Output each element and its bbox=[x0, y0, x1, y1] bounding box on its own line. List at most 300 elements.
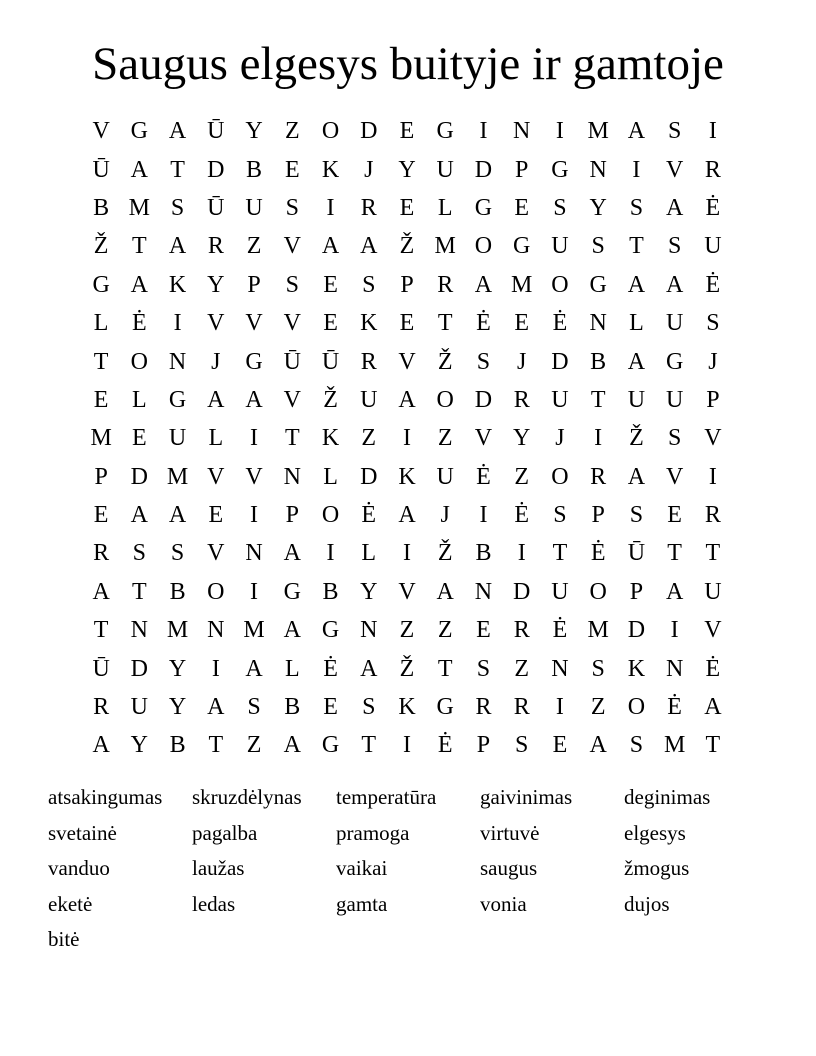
grid-letter: P bbox=[285, 502, 299, 529]
grid-letter: L bbox=[361, 540, 377, 567]
grid-row bbox=[82, 381, 732, 419]
grid-letter: Z bbox=[246, 233, 262, 260]
grid-letter: M bbox=[90, 425, 112, 452]
grid-letter: Ū bbox=[92, 156, 110, 183]
grid-letter: A bbox=[665, 194, 684, 221]
grid-letter: Ū bbox=[92, 655, 110, 682]
grid-letter: S bbox=[553, 194, 567, 221]
grid-letter: N bbox=[474, 578, 493, 605]
grid-letter: Z bbox=[514, 655, 530, 682]
grid-letter: G bbox=[283, 578, 301, 605]
grid-letter: A bbox=[398, 502, 416, 529]
grid-letter: Ž bbox=[437, 348, 453, 375]
grid-letter: T bbox=[132, 578, 147, 605]
grid-letter: A bbox=[627, 463, 646, 490]
word-list-item: skruzdėlynas bbox=[192, 785, 302, 809]
grid-letter: S bbox=[629, 732, 644, 759]
grid-letter: V bbox=[245, 310, 263, 337]
grid-letter: L bbox=[284, 655, 300, 682]
grid-letter: O bbox=[551, 463, 569, 490]
grid-letter: V bbox=[92, 118, 110, 145]
grid-letter: G bbox=[130, 118, 149, 145]
grid-letter: Ū bbox=[627, 540, 646, 567]
grid-letter: Ž bbox=[399, 655, 415, 682]
grid-letter: M bbox=[128, 194, 151, 221]
grid-letter: V bbox=[398, 578, 416, 605]
grid-letter: G bbox=[321, 617, 340, 644]
grid-letter: U bbox=[665, 386, 684, 413]
grid-letter: T bbox=[667, 540, 682, 567]
grid-letter: V bbox=[207, 310, 225, 337]
grid-letter: E bbox=[514, 310, 530, 337]
grid-letter: U bbox=[245, 194, 263, 221]
grid-letter: D bbox=[130, 463, 149, 490]
grid-letter: S bbox=[285, 194, 299, 221]
grid-letter: M bbox=[166, 617, 189, 644]
grid-letter: E bbox=[667, 502, 682, 529]
grid-letter: O bbox=[474, 233, 493, 260]
grid-letter: P bbox=[629, 578, 644, 605]
grid-letter: Y bbox=[207, 271, 225, 298]
grid-letter: V bbox=[704, 425, 722, 452]
grid-letter: V bbox=[283, 310, 301, 337]
word-list-item: elgesys bbox=[624, 820, 686, 845]
grid-letter: O bbox=[321, 118, 340, 145]
grid-row bbox=[82, 150, 732, 188]
grid-letter: I bbox=[555, 694, 564, 721]
grid-letter: V bbox=[283, 386, 301, 413]
grid-letter: Z bbox=[399, 617, 415, 644]
grid-letter: K bbox=[398, 694, 416, 721]
grid-letter: R bbox=[513, 386, 530, 413]
grid-letter: R bbox=[93, 694, 110, 721]
grid-letter: T bbox=[590, 386, 606, 413]
grid-letter: P bbox=[591, 502, 605, 529]
grid-letter: O bbox=[627, 694, 646, 721]
grid-letter: Ž bbox=[437, 540, 453, 567]
grid-letter: A bbox=[283, 617, 301, 644]
grid-letter: D bbox=[360, 463, 378, 490]
grid-letter: T bbox=[552, 540, 568, 567]
grid-row bbox=[82, 611, 732, 649]
grid-letter: A bbox=[92, 578, 110, 605]
grid-letter: I bbox=[250, 578, 259, 605]
grid-letter: O bbox=[551, 271, 569, 298]
grid-row bbox=[82, 726, 732, 764]
grid-letter: G bbox=[92, 271, 110, 298]
grid-letter: A bbox=[436, 578, 454, 605]
grid-letter: M bbox=[434, 233, 456, 260]
grid-letter: R bbox=[360, 194, 377, 221]
grid-letter: Ž bbox=[93, 233, 109, 260]
grid-letter: A bbox=[168, 118, 187, 145]
grid-row bbox=[82, 458, 732, 496]
grid-row bbox=[82, 573, 732, 611]
grid-letter: V bbox=[665, 463, 684, 490]
grid-letter: O bbox=[321, 502, 340, 529]
grid-letter: Ė bbox=[476, 463, 491, 490]
grid-letter: G bbox=[551, 156, 569, 183]
grid-letter: E bbox=[514, 194, 530, 221]
grid-letter: G bbox=[321, 732, 340, 759]
grid-letter: N bbox=[589, 310, 607, 337]
grid-letter: T bbox=[93, 617, 109, 644]
grid-letter: U bbox=[551, 386, 569, 413]
grid-letter: R bbox=[704, 502, 721, 529]
grid-letter: V bbox=[398, 348, 416, 375]
grid-letter: A bbox=[130, 502, 149, 529]
grid-letter: I bbox=[402, 732, 411, 759]
grid-letter: S bbox=[362, 694, 376, 721]
grid-letter: E bbox=[93, 502, 109, 529]
grid-letter: E bbox=[552, 732, 568, 759]
grid-letter: D bbox=[360, 118, 378, 145]
grid-letter: Ė bbox=[705, 194, 721, 221]
grid-letter: T bbox=[284, 425, 300, 452]
grid-letter: N bbox=[589, 156, 607, 183]
grid-letter: E bbox=[323, 694, 338, 721]
grid-letter: B bbox=[246, 156, 263, 183]
grid-letter: J bbox=[364, 156, 374, 183]
grid-letter: A bbox=[474, 271, 493, 298]
grid-row bbox=[82, 688, 732, 726]
grid-row bbox=[82, 227, 732, 265]
grid-letter: A bbox=[589, 732, 607, 759]
word-list-item: pagalba bbox=[192, 820, 258, 845]
grid-letter: R bbox=[704, 156, 721, 183]
word-list-item: pramoga bbox=[336, 820, 410, 845]
grid-letter: Ė bbox=[514, 502, 530, 529]
grid-letter: U bbox=[551, 578, 569, 605]
grid-row bbox=[82, 266, 732, 304]
grid-letter: D bbox=[474, 156, 493, 183]
grid-letter: E bbox=[93, 386, 109, 413]
grid-letter: S bbox=[515, 732, 529, 759]
grid-letter: Y bbox=[513, 425, 531, 452]
grid-letter: P bbox=[476, 732, 491, 759]
word-list-item: bitė bbox=[48, 927, 80, 952]
grid-letter: J bbox=[517, 348, 527, 375]
grid-letter: U bbox=[665, 310, 684, 337]
grid-letter: A bbox=[627, 348, 646, 375]
grid-letter: Ė bbox=[437, 732, 453, 759]
grid-letter: G bbox=[436, 694, 454, 721]
grid-letter: S bbox=[362, 271, 376, 298]
grid-row bbox=[82, 189, 732, 227]
grid-letter: Y bbox=[130, 732, 149, 759]
grid-letter: A bbox=[360, 655, 378, 682]
grid-letter: T bbox=[170, 156, 185, 183]
grid-row bbox=[82, 649, 732, 687]
grid-letter: Z bbox=[437, 425, 453, 452]
grid-letter: V bbox=[207, 463, 225, 490]
word-search-grid bbox=[82, 112, 732, 765]
grid-letter: A bbox=[665, 578, 684, 605]
grid-letter: N bbox=[513, 118, 531, 145]
grid-letter: N bbox=[245, 540, 263, 567]
grid-letter: T bbox=[629, 233, 644, 260]
grid-letter: Y bbox=[168, 655, 187, 682]
grid-row bbox=[82, 496, 732, 534]
grid-letter: T bbox=[705, 540, 721, 567]
grid-letter: Ė bbox=[323, 655, 338, 682]
grid-letter: A bbox=[245, 386, 263, 413]
grid-letter: Ė bbox=[667, 694, 682, 721]
grid-letter: R bbox=[513, 694, 530, 721]
grid-letter: K bbox=[627, 655, 646, 682]
grid-letter: S bbox=[629, 502, 644, 529]
grid-letter: P bbox=[400, 271, 414, 298]
grid-letter: A bbox=[168, 502, 187, 529]
grid-letter: I bbox=[594, 425, 603, 452]
grid-letter: I bbox=[479, 502, 488, 529]
grid-letter: D bbox=[627, 617, 646, 644]
grid-letter: E bbox=[323, 310, 338, 337]
grid-row bbox=[82, 342, 732, 380]
grid-letter: N bbox=[207, 617, 225, 644]
grid-letter: E bbox=[323, 271, 338, 298]
grid-letter: Ū bbox=[207, 194, 225, 221]
word-list-item: vanduo bbox=[48, 856, 110, 881]
grid-letter: M bbox=[166, 463, 189, 490]
grid-letter: Y bbox=[398, 156, 416, 183]
grid-letter: Ė bbox=[552, 617, 568, 644]
word-list-item: saugus bbox=[480, 856, 538, 881]
grid-letter: A bbox=[360, 233, 378, 260]
grid-letter: J bbox=[555, 425, 565, 452]
grid-letter: S bbox=[629, 194, 644, 221]
grid-letter: M bbox=[587, 617, 609, 644]
grid-letter: U bbox=[627, 386, 646, 413]
grid-letter: B bbox=[475, 540, 492, 567]
grid-letter: T bbox=[132, 233, 147, 260]
grid-letter: Ž bbox=[629, 425, 644, 452]
grid-letter: I bbox=[402, 540, 411, 567]
grid-letter: V bbox=[474, 425, 493, 452]
grid-letter: K bbox=[321, 156, 340, 183]
grid-letter: P bbox=[247, 271, 261, 298]
grid-letter: S bbox=[667, 233, 682, 260]
grid-letter: B bbox=[590, 348, 607, 375]
grid-letter: O bbox=[130, 348, 149, 375]
grid-letter: I bbox=[326, 540, 335, 567]
grid-letter: J bbox=[440, 502, 450, 529]
grid-letter: T bbox=[705, 732, 721, 759]
grid-letter: K bbox=[360, 310, 378, 337]
grid-letter: V bbox=[207, 540, 225, 567]
grid-letter: V bbox=[665, 156, 684, 183]
grid-letter: K bbox=[321, 425, 340, 452]
grid-letter: U bbox=[704, 233, 722, 260]
word-list-item: gaivinimas bbox=[480, 785, 573, 809]
word-list bbox=[48, 781, 768, 959]
word-list-item: vonia bbox=[480, 891, 527, 916]
grid-letter: I bbox=[250, 502, 259, 529]
grid-letter: E bbox=[284, 156, 300, 183]
grid-letter: I bbox=[632, 156, 641, 183]
grid-letter: E bbox=[476, 617, 491, 644]
grid-letter: M bbox=[511, 271, 533, 298]
grid-letter: I bbox=[173, 310, 182, 337]
grid-letter: P bbox=[515, 156, 529, 183]
grid-letter: G bbox=[589, 271, 607, 298]
grid-letter: K bbox=[398, 463, 416, 490]
grid-row bbox=[82, 419, 732, 457]
grid-letter: R bbox=[513, 617, 530, 644]
grid-letter: P bbox=[94, 463, 108, 490]
grid-letter: S bbox=[170, 194, 185, 221]
grid-letter: A bbox=[207, 386, 225, 413]
word-list-item: gamta bbox=[336, 891, 388, 916]
grid-letter: L bbox=[323, 463, 338, 490]
grid-letter: I bbox=[402, 425, 411, 452]
grid-letter: B bbox=[169, 578, 186, 605]
word-list-item: eketė bbox=[48, 891, 93, 916]
grid-letter: S bbox=[285, 271, 299, 298]
grid-letter: S bbox=[476, 348, 491, 375]
word-list-item: deginimas bbox=[624, 785, 711, 809]
grid-letter: U bbox=[360, 386, 378, 413]
grid-letter: I bbox=[479, 118, 488, 145]
grid-letter: A bbox=[245, 655, 263, 682]
grid-letter: E bbox=[399, 194, 415, 221]
grid-letter: S bbox=[591, 233, 605, 260]
grid-letter: A bbox=[665, 271, 684, 298]
grid-letter: D bbox=[474, 386, 493, 413]
grid-letter: B bbox=[93, 194, 110, 221]
grid-letter: N bbox=[130, 617, 149, 644]
grid-letter: G bbox=[474, 194, 493, 221]
word-list-item: ledas bbox=[192, 891, 236, 916]
grid-letter: R bbox=[207, 233, 224, 260]
grid-letter: L bbox=[629, 310, 644, 337]
grid-letter: O bbox=[589, 578, 607, 605]
word-list-item: virtuvė bbox=[480, 820, 540, 845]
grid-letter: R bbox=[360, 348, 377, 375]
grid-letter: A bbox=[130, 156, 149, 183]
grid-letter: Ė bbox=[476, 310, 491, 337]
grid-letter: E bbox=[399, 310, 415, 337]
grid-letter: T bbox=[437, 655, 453, 682]
grid-letter: N bbox=[360, 617, 378, 644]
grid-letter: Y bbox=[168, 694, 187, 721]
grid-letter: Z bbox=[437, 617, 453, 644]
grid-letter: Z bbox=[361, 425, 377, 452]
grid-letter: Ū bbox=[283, 348, 301, 375]
grid-letter: L bbox=[208, 425, 224, 452]
grid-letter: D bbox=[207, 156, 225, 183]
grid-letter: N bbox=[665, 655, 684, 682]
grid-letter: S bbox=[247, 694, 261, 721]
grid-letter: M bbox=[243, 617, 265, 644]
grid-letter: T bbox=[93, 348, 109, 375]
grid-letter: R bbox=[437, 271, 454, 298]
grid-letter: S bbox=[476, 655, 491, 682]
grid-letter: D bbox=[130, 655, 149, 682]
grid-letter: Z bbox=[246, 732, 262, 759]
grid-letter: U bbox=[168, 425, 187, 452]
grid-letter: A bbox=[283, 540, 301, 567]
grid-letter: A bbox=[704, 694, 722, 721]
grid-letter: G bbox=[168, 386, 187, 413]
grid-letter: Ū bbox=[321, 348, 340, 375]
grid-letter: Ė bbox=[590, 540, 606, 567]
grid-letter: L bbox=[132, 386, 147, 413]
grid-letter: L bbox=[93, 310, 109, 337]
word-list-item: atsakingumas bbox=[48, 785, 163, 809]
grid-letter: D bbox=[551, 348, 569, 375]
grid-letter: M bbox=[587, 118, 609, 145]
grid-letter: Ė bbox=[705, 655, 721, 682]
grid-letter: A bbox=[92, 732, 110, 759]
grid-letter: P bbox=[706, 386, 720, 413]
grid-letter: T bbox=[437, 310, 453, 337]
grid-letter: B bbox=[284, 694, 301, 721]
grid-letter: Y bbox=[245, 118, 263, 145]
grid-letter: U bbox=[436, 156, 454, 183]
grid-letter: S bbox=[667, 118, 682, 145]
grid-letter: O bbox=[207, 578, 225, 605]
grid-letter: Ė bbox=[552, 310, 568, 337]
grid-letter: Ū bbox=[207, 118, 225, 145]
grid-letter: N bbox=[283, 463, 301, 490]
grid-letter: I bbox=[250, 425, 259, 452]
grid-letter: U bbox=[130, 694, 149, 721]
grid-letter: A bbox=[321, 233, 340, 260]
grid-letter: G bbox=[513, 233, 531, 260]
grid-letter: E bbox=[399, 118, 415, 145]
grid-letter: I bbox=[555, 118, 564, 145]
grid-letter: S bbox=[667, 425, 682, 452]
grid-letter: J bbox=[211, 348, 221, 375]
grid-letter: T bbox=[361, 732, 377, 759]
word-list-item: svetainė bbox=[48, 820, 117, 845]
grid-letter: B bbox=[322, 578, 339, 605]
grid-letter: R bbox=[475, 694, 492, 721]
grid-letter: Ž bbox=[323, 386, 338, 413]
grid-letter: A bbox=[207, 694, 225, 721]
grid-letter: I bbox=[211, 655, 220, 682]
grid-letter: M bbox=[663, 732, 686, 759]
grid-letter: G bbox=[245, 348, 263, 375]
grid-letter: A bbox=[168, 233, 187, 260]
grid-letter: S bbox=[553, 502, 567, 529]
grid-letter: Ž bbox=[399, 233, 415, 260]
grid-letter: D bbox=[513, 578, 531, 605]
grid-row bbox=[82, 534, 732, 572]
word-list-item: žmogus bbox=[624, 856, 690, 881]
grid-letter: I bbox=[708, 118, 717, 145]
grid-letter: G bbox=[665, 348, 684, 375]
grid-letter: Z bbox=[590, 694, 606, 721]
grid-letter: Ė bbox=[705, 271, 721, 298]
grid-letter: E bbox=[132, 425, 147, 452]
grid-row bbox=[82, 304, 732, 342]
grid-row bbox=[82, 112, 732, 150]
grid-letter: S bbox=[170, 540, 185, 567]
grid-letter: I bbox=[517, 540, 526, 567]
word-list-item: temperatūra bbox=[336, 785, 437, 809]
grid-letter: Z bbox=[284, 118, 300, 145]
grid-letter: K bbox=[168, 271, 187, 298]
word-list-item: dujos bbox=[624, 891, 670, 916]
grid-letter: U bbox=[704, 578, 722, 605]
grid-letter: O bbox=[436, 386, 454, 413]
grid-letter: V bbox=[283, 233, 301, 260]
grid-letter: A bbox=[627, 271, 646, 298]
grid-letter: Ė bbox=[361, 502, 377, 529]
grid-letter: V bbox=[704, 617, 722, 644]
